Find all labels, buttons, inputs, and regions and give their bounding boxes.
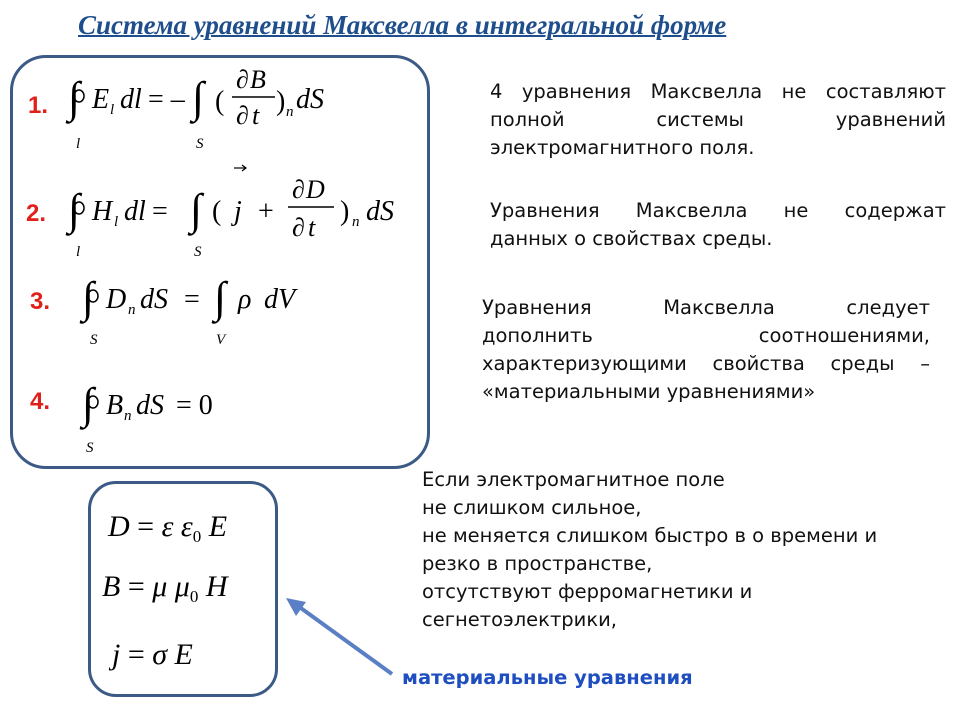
svg-text:l: l — [114, 214, 119, 230]
page-title: Система уравнений Максвелла в интегральной форме — [78, 10, 727, 40]
svg-text:D: D — [306, 175, 325, 204]
paragraph-line: Уравнения Максвелла не содержат — [490, 199, 946, 222]
svg-text:(: ( — [212, 196, 222, 227]
paragraph-line: Если электромагнитное поле — [422, 468, 725, 491]
svg-text:): ) — [340, 196, 350, 227]
svg-text:n: n — [128, 302, 136, 318]
svg-text:H: H — [92, 196, 113, 227]
equation-number-3: 3. — [30, 288, 51, 315]
equation-4 — [79, 379, 213, 456]
eq1-surface-label: S — [196, 136, 204, 152]
svg-text:l: l — [110, 102, 115, 118]
paragraph-line: резко в пространстве, — [422, 552, 653, 575]
svg-text:∫: ∫ — [68, 73, 81, 122]
paragraph-line: не слишком сильное, — [422, 496, 642, 519]
svg-text:n: n — [352, 214, 360, 230]
material-equations — [102, 510, 230, 671]
svg-text:+: + — [258, 196, 274, 227]
paragraph-line: характеризующими свойства среды – — [482, 352, 930, 375]
svg-text:∫: ∫ — [214, 273, 227, 322]
svg-text:dS: dS — [366, 196, 394, 227]
svg-text:∫: ∫ — [192, 73, 205, 122]
svg-text:D: D — [106, 284, 127, 315]
svg-text:D = ε ε0 E: D = ε $\varepsilon_0$ E — [108, 510, 228, 546]
paragraph-line: не меняется слишком быстро в о времени и — [422, 524, 878, 547]
svg-text:∂: ∂ — [292, 175, 305, 204]
svg-text:E: E — [92, 84, 110, 115]
svg-text:(: ( — [215, 86, 225, 117]
equation-number-1: 1. — [28, 92, 49, 119]
paragraph-conditions — [422, 466, 942, 634]
svg-text:∂: ∂ — [292, 213, 305, 242]
equation-number-4: 4. — [30, 388, 51, 415]
svg-text:dS: dS — [296, 84, 324, 115]
equation-number-2: 2. — [26, 200, 47, 227]
eq3-volume-label: V — [216, 332, 226, 348]
svg-text:∫: ∫ — [190, 185, 203, 234]
svg-text:dS: dS — [136, 390, 164, 421]
svg-text:B: B — [250, 65, 266, 94]
paragraph-line: электромагнитного поля. — [490, 136, 755, 159]
svg-text:= –: = – — [148, 84, 185, 115]
paragraph-no-medium-data — [490, 197, 946, 253]
eq3-surface-label: S — [90, 332, 98, 348]
equation-1 — [65, 65, 324, 152]
svg-text:): ) — [276, 86, 286, 117]
svg-text:t: t — [252, 101, 260, 130]
svg-text:t: t — [308, 213, 316, 242]
paragraph-line: данных о свойствах среды. — [490, 227, 773, 250]
paragraph-material-relations — [482, 294, 930, 406]
paragraph-line: сегнетоэлектрики, — [422, 608, 617, 631]
svg-text:∂: ∂ — [236, 101, 249, 130]
svg-text:=: = — [184, 284, 200, 315]
paragraph-line: «материальными уравнениями» — [482, 380, 816, 403]
equation-2 — [65, 165, 394, 260]
svg-text:j = σ E: j = σ E — [112, 638, 193, 671]
svg-text:∂: ∂ — [236, 65, 249, 94]
svg-text:ρ: ρ — [238, 284, 252, 315]
svg-text:B = μ μ0 H: B = μ $\mu_0$ H — [102, 570, 228, 606]
svg-text:= 0: = 0 — [176, 390, 213, 421]
arrow-icon — [286, 598, 392, 674]
svg-text:n: n — [124, 408, 132, 424]
svg-text:=: = — [152, 196, 168, 227]
svg-text:dS: dS — [140, 284, 168, 315]
svg-text:∫: ∫ — [82, 379, 95, 428]
paragraph-line: отсутствуют ферромагнетики и — [422, 580, 753, 603]
paragraph-incomplete-system — [490, 78, 946, 162]
material-equations-label: материальные уравнения — [402, 666, 693, 689]
svg-text:n: n — [286, 104, 294, 120]
eq2-contour-label: l — [76, 244, 81, 260]
eq4-surface-label: S — [86, 440, 94, 456]
eq1-contour-label: l — [76, 136, 81, 152]
svg-text:dV: dV — [264, 284, 296, 315]
paragraph-line: Уравнения Максвелла следует — [482, 296, 930, 319]
svg-text:dl: dl — [124, 196, 146, 227]
svg-text:B: B — [106, 390, 124, 421]
svg-text:∫: ∫ — [82, 273, 95, 322]
paragraph-line: полной системы уравнений — [490, 108, 946, 131]
svg-text:∫: ∫ — [68, 185, 81, 234]
equation-3 — [79, 273, 298, 348]
paragraph-line: 4 уравнения Максвелла не составляют — [490, 80, 946, 103]
paragraph-line: дополнить соотношениями, — [482, 324, 930, 347]
svg-text:j: j — [234, 196, 242, 227]
svg-text:dl: dl — [120, 84, 142, 115]
eq2-surface-label: S — [194, 244, 202, 260]
